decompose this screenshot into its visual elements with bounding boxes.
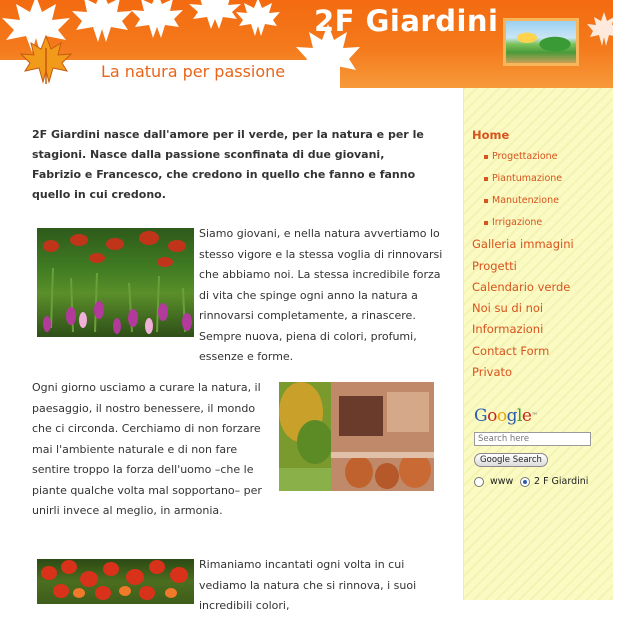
nav-sub-manutenzione[interactable] — [472, 190, 612, 212]
nav-galleria-immagini[interactable]: Galleria immagini — [472, 237, 574, 252]
site-title: 2F Giardini — [314, 4, 499, 38]
nav-calendario-verde[interactable]: Calendario verde — [472, 279, 571, 294]
nav-sub-label: Irrigazione — [492, 217, 543, 229]
bullet-icon — [484, 221, 488, 225]
nav-sub-label: Manutenzione — [492, 195, 559, 207]
bullet-icon — [484, 199, 488, 203]
nav-sub-label: Piantumazione — [492, 173, 563, 185]
crown-imperial-flowers — [43, 231, 186, 267]
red-flowers-photo — [37, 559, 194, 604]
bullet-icon — [484, 177, 488, 181]
radio-site-label: 2 F Giardini — [534, 476, 589, 487]
nav-sub-label: Progettazione — [492, 151, 558, 163]
search-input[interactable] — [474, 432, 591, 446]
maple-leaf-icon — [18, 34, 74, 86]
google-search-button[interactable]: Google Search — [474, 453, 548, 467]
nav-progetti[interactable]: Progetti — [472, 258, 517, 273]
paragraph-1: Siamo giovani, e nella natura avvertiamo lo stesso vigore e la stessa voglia di rinnovarsi che abbiamo noi. La stessa incredibile forza di vita che spinge ogni anno la natura a rinnovarsi completamente, a rinascere. Sempre nuova, piena di colori, profumi, essenze e forme. — [199, 227, 443, 363]
site-tagline: La natura per passione — [101, 62, 286, 81]
google-logo-letter: o — [496, 406, 507, 426]
radio-www-label: www — [490, 476, 514, 487]
nav-sub-piantumazione[interactable] — [472, 168, 612, 190]
google-search-box — [474, 406, 604, 487]
trademark-symbol: ™ — [531, 412, 537, 419]
terrace-pots-photo — [279, 382, 434, 491]
radio-site[interactable] — [520, 477, 530, 487]
nav-privato[interactable]: Privato — [472, 365, 513, 380]
maple-leaf-icon — [228, 0, 288, 44]
site-header — [0, 0, 613, 88]
nav-home[interactable]: Home — [472, 128, 510, 142]
google-logo-letter: G — [474, 406, 488, 426]
maple-leaf-icon — [584, 10, 624, 50]
nav-sub-progettazione[interactable] — [472, 146, 612, 168]
nav-contact-form[interactable]: Contact Form — [472, 343, 550, 358]
header-painting-image — [503, 18, 579, 66]
intro-text: 2F Giardini nasce dall'amore per il verde, per la natura e per le stagioni. Nasce dalla passione sconfinata di due giovani, Fabrizio e Francesco, che credono in quello che fanno e fanno quello in cui credono. — [32, 128, 424, 201]
bullet-icon — [484, 155, 488, 159]
nav-informazioni[interactable]: Informazioni — [472, 322, 544, 337]
search-scope-options — [474, 475, 604, 489]
nav-sub-irrigazione[interactable] — [472, 212, 612, 234]
radio-www[interactable] — [474, 477, 484, 487]
tulips-photo — [37, 228, 194, 337]
paragraph-3: Rimaniamo incantati ogni volta in cui vediamo la natura che si rinnova, i suoi incredibili colori, — [199, 558, 417, 612]
main-navigation — [472, 125, 612, 383]
google-logo-letter: g — [506, 406, 517, 426]
main-content — [0, 88, 463, 612]
google-logo — [474, 406, 604, 426]
google-logo-letter: l — [516, 406, 522, 426]
nav-noi-su-di-noi[interactable]: Noi su di noi — [472, 301, 544, 316]
sidebar — [463, 88, 613, 600]
google-logo-letter: e — [521, 406, 532, 426]
google-logo-letter: o — [487, 406, 497, 426]
paragraph-2: Ogni giorno usciamo a curare la natura, il paesaggio, il nostro benessere, il mondo che ci circonda. Cerchiamo di non forzare mai l'ambiente naturale e di non fare sentire troppo la forza dell'uomo –che le piante qualche volta mal sopportano– per unirli invece al meglio, in armonia. — [32, 381, 262, 517]
